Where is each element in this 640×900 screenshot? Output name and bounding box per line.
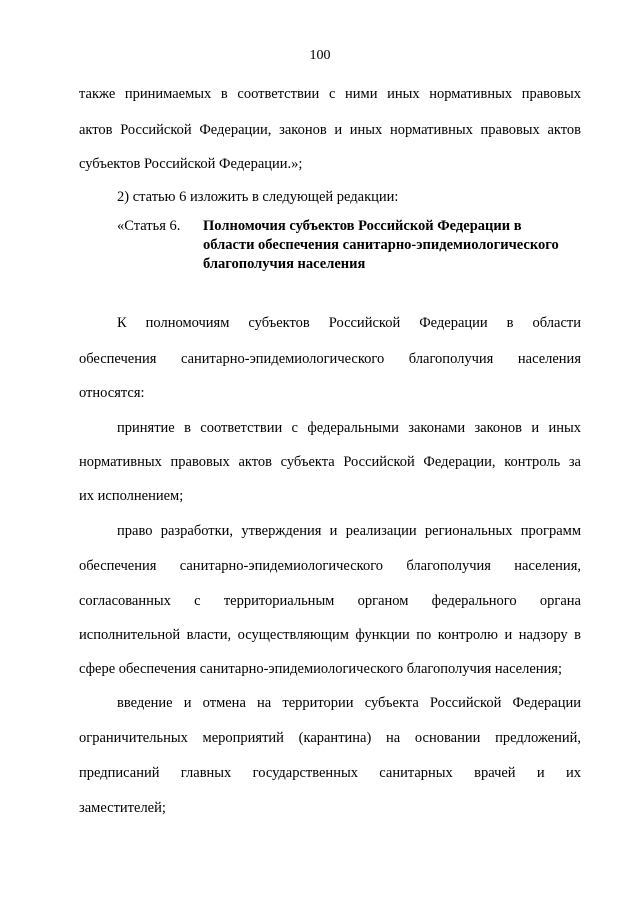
amendment-instruction: 2) статью 6 изложить в следующей редакции: xyxy=(117,189,399,205)
text-line: принятие в соответствии с федеральными законами законов и иных xyxy=(117,420,581,436)
text-line: их исполнением; xyxy=(79,488,184,504)
article-title-line: Полномочия субъектов Российской Федерации в xyxy=(203,218,522,234)
text-line: согласованных с территориальным органом федерального органа xyxy=(79,593,581,609)
text-line: предписаний главных государственных санитарных врачей и их xyxy=(79,765,581,781)
article-title xyxy=(203,217,603,274)
text-line: обеспечения санитарно-эпидемиологического благополучия населения xyxy=(79,351,581,367)
text-line: актов Российской Федерации, законов и иных нормативных правовых актов xyxy=(79,122,581,138)
text-line: право разработки, утверждения и реализации региональных программ xyxy=(117,523,581,539)
article-number: «Статья 6. xyxy=(117,218,181,234)
text-line: введение и отмена на территории субъекта Российской Федерации xyxy=(117,695,581,711)
text-line: исполнительной власти, осуществляющим функции по контролю и надзору в xyxy=(79,627,581,643)
text-line: субъектов Российской Федерации.»; xyxy=(79,156,303,172)
text-line: заместителей; xyxy=(79,800,166,816)
text-line: относятся: xyxy=(79,385,145,401)
text-line: нормативных правовых актов субъекта Российской Федерации, контроль за xyxy=(79,454,581,470)
article-title-line: благополучия населения xyxy=(203,256,366,272)
article-title-line: области обеспечения санитарно-эпидемиологического xyxy=(203,237,559,253)
page-number: 100 xyxy=(309,48,331,63)
text-line: К полномочиям субъектов Российской Федерации в области xyxy=(117,315,581,331)
text-line: ограничительных мероприятий (карантина) на основании предложений, xyxy=(79,730,581,746)
text-line: обеспечения санитарно-эпидемиологического благополучия населения, xyxy=(79,558,581,574)
text-line: сфере обеспечения санитарно-эпидемиологического благополучия населения; xyxy=(79,661,563,677)
text-line: также принимаемых в соответствии с ними иных нормативных правовых xyxy=(79,86,581,102)
